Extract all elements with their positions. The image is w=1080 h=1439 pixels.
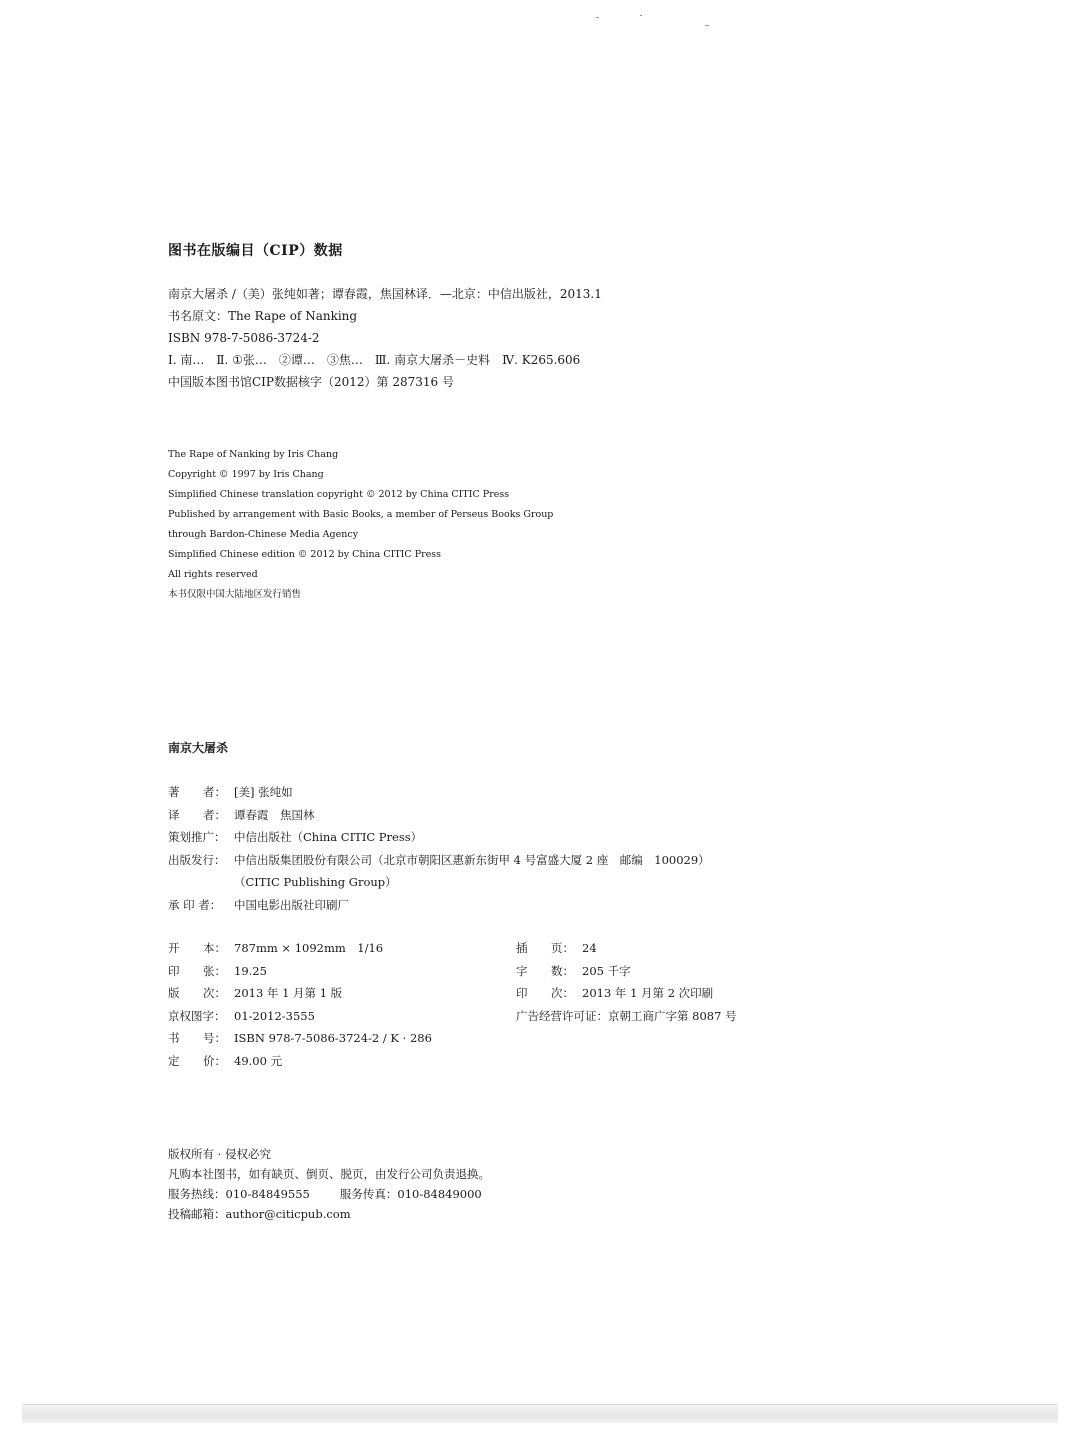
credit-label — [168, 781, 226, 804]
cip-line: 书名原文：The Rape of Nanking — [168, 309, 358, 323]
credit-label — [168, 804, 226, 827]
spec-row — [516, 937, 737, 960]
label-char: 译 — [168, 807, 180, 822]
spec-value: 205 千字 — [582, 963, 631, 978]
cip-line: Ⅰ. 南… Ⅱ. ①张… ②谭… ③焦… Ⅲ. 南京大屠杀－史料 Ⅳ. K265.606 — [168, 353, 581, 367]
credit-value: 谭春霞 焦国林 — [234, 807, 315, 822]
credit-label: 策划推广： — [168, 830, 226, 844]
label-char: 书 — [168, 1031, 180, 1045]
fax-value: 010-84849000 — [397, 1187, 482, 1201]
label-char: 次： — [203, 986, 226, 1000]
spec-value: 24 — [582, 941, 597, 955]
spec-value: 49.00 元 — [234, 1053, 283, 1068]
label-char: 版 — [168, 986, 180, 1000]
fax-label: 服务传真： — [339, 1187, 398, 1201]
label-char: 定 — [168, 1053, 180, 1068]
spec-value: 19.25 — [234, 963, 267, 978]
spec-value: 京朝工商广字第 8087 号 — [608, 1008, 737, 1023]
credit-label: 承 印 者： — [168, 897, 222, 912]
label-char: 次： — [551, 986, 574, 1000]
contact-email-row — [168, 1204, 490, 1224]
credit-value: 中国电影出版社印刷厂 — [234, 897, 349, 912]
credits-block — [168, 781, 710, 916]
spec-value: 2013 年 1 月第 2 次印刷 — [582, 986, 714, 1000]
spec-value: 787mm × 1092mm 1/16 — [234, 941, 384, 955]
label-char: 价： — [203, 1053, 226, 1068]
copyright-block — [168, 445, 553, 605]
spec-label — [168, 1050, 226, 1073]
cip-line: 南京大屠杀 /（美）张纯如著；谭春霞，焦国林译．—北京：中信出版社，2013.1 — [168, 287, 602, 301]
label-char: 本： — [203, 941, 226, 955]
copyright-line: Simplified Chinese translation copyright © 2012 by China CITIC Press — [168, 489, 510, 500]
spec-label — [168, 960, 226, 983]
credit-row-printer — [168, 894, 710, 917]
credit-row-translator — [168, 804, 710, 827]
hotline-label: 服务热线： — [168, 1187, 226, 1201]
copyright-line: through Bardon-Chinese Media Agency — [168, 529, 359, 540]
specs-left — [168, 937, 432, 1072]
credit-value: 中信出版社（China CITIC Press） — [234, 830, 423, 844]
credit-value: 中信出版集团股份有限公司（北京市朝阳区惠新东街甲 4 号富盛大厦 2 座 邮编 100029） — [234, 852, 710, 867]
spec-label — [516, 960, 574, 983]
spec-row — [516, 1005, 737, 1028]
scan-speck — [640, 15, 642, 16]
return-policy: 凡购本社图书，如有缺页、倒页、脱页，由发行公司负责退换。 — [168, 1167, 490, 1181]
label-char: 字 — [516, 963, 528, 978]
copyright-line: Copyright © 1997 by Iris Chang — [168, 469, 324, 480]
book-title: 南京大屠杀 — [168, 741, 229, 755]
label-char: 号： — [203, 1031, 226, 1045]
spec-value: 01-2012-3555 — [234, 1008, 315, 1023]
label-char: 开 — [168, 941, 180, 955]
spec-label — [516, 937, 574, 960]
copyright-line: 本书仅限中国大陆地区发行销售 — [168, 589, 302, 600]
page-bottom-edge — [22, 1404, 1058, 1423]
spec-row — [516, 982, 737, 1005]
cip-line: ISBN 978-7-5086-3724-2 — [168, 331, 320, 345]
spec-row — [168, 1005, 432, 1028]
credit-row-publisher-en — [168, 871, 710, 894]
label-char: 数： — [551, 963, 574, 978]
credit-value: （CITIC Publishing Group） — [234, 875, 397, 889]
contact-phone-row — [168, 1184, 490, 1204]
cip-heading: 图书在版编目（CIP）数据 — [168, 243, 343, 259]
label-char: 页： — [551, 941, 574, 955]
spec-row — [168, 960, 432, 983]
credit-label — [168, 871, 234, 894]
spec-label — [168, 937, 226, 960]
rights-block — [168, 1144, 490, 1224]
label-char: 印 — [168, 963, 180, 978]
spec-label — [168, 982, 226, 1005]
spec-row — [168, 1050, 432, 1073]
scan-speck — [705, 25, 709, 26]
specs-right — [516, 937, 737, 1027]
hotline-value: 010-84849555 — [225, 1187, 310, 1201]
copyright-line: All rights reserved — [168, 569, 258, 580]
spec-row — [516, 960, 737, 983]
email-value: author@citicpub.com — [225, 1207, 351, 1221]
label-char: 著 — [168, 785, 180, 799]
credit-row-promotion — [168, 826, 710, 849]
spec-row — [168, 1027, 432, 1050]
credit-value: [美] 张纯如 — [234, 785, 293, 799]
credit-row-author — [168, 781, 710, 804]
credit-label: 出版发行： — [168, 852, 226, 867]
spec-label: 京权图字： — [168, 1008, 226, 1023]
label-char: 张： — [203, 963, 226, 978]
copyright-line: The Rape of Nanking by Iris Chang — [168, 449, 339, 460]
label-char: 印 — [516, 986, 528, 1000]
spec-label — [168, 1027, 226, 1050]
spec-value: 2013 年 1 月第 1 版 — [234, 986, 343, 1000]
cip-line: 中国版本图书馆CIP数据核字（2012）第 287316 号 — [168, 375, 454, 389]
label-char: 者： — [203, 785, 226, 799]
copyright-line: Simplified Chinese edition © 2012 by China CITIC Press — [168, 549, 442, 560]
scan-speck — [596, 17, 599, 18]
rights-line: 版权所有 · 侵权必究 — [168, 1147, 271, 1161]
label-char: 者： — [203, 807, 226, 822]
spec-row — [168, 937, 432, 960]
credit-row-publisher — [168, 849, 710, 872]
spec-row — [168, 982, 432, 1005]
label-char: 插 — [516, 941, 528, 955]
copyright-line: Published by arrangement with Basic Books, a member of Perseus Books Group — [168, 509, 554, 520]
spec-label — [516, 982, 574, 1005]
email-label: 投稿邮箱： — [168, 1207, 226, 1221]
cip-block — [168, 283, 602, 393]
spec-value: ISBN 978-7-5086-3724-2 / K · 286 — [234, 1031, 432, 1045]
spec-label: 广告经营许可证： — [516, 1008, 608, 1023]
